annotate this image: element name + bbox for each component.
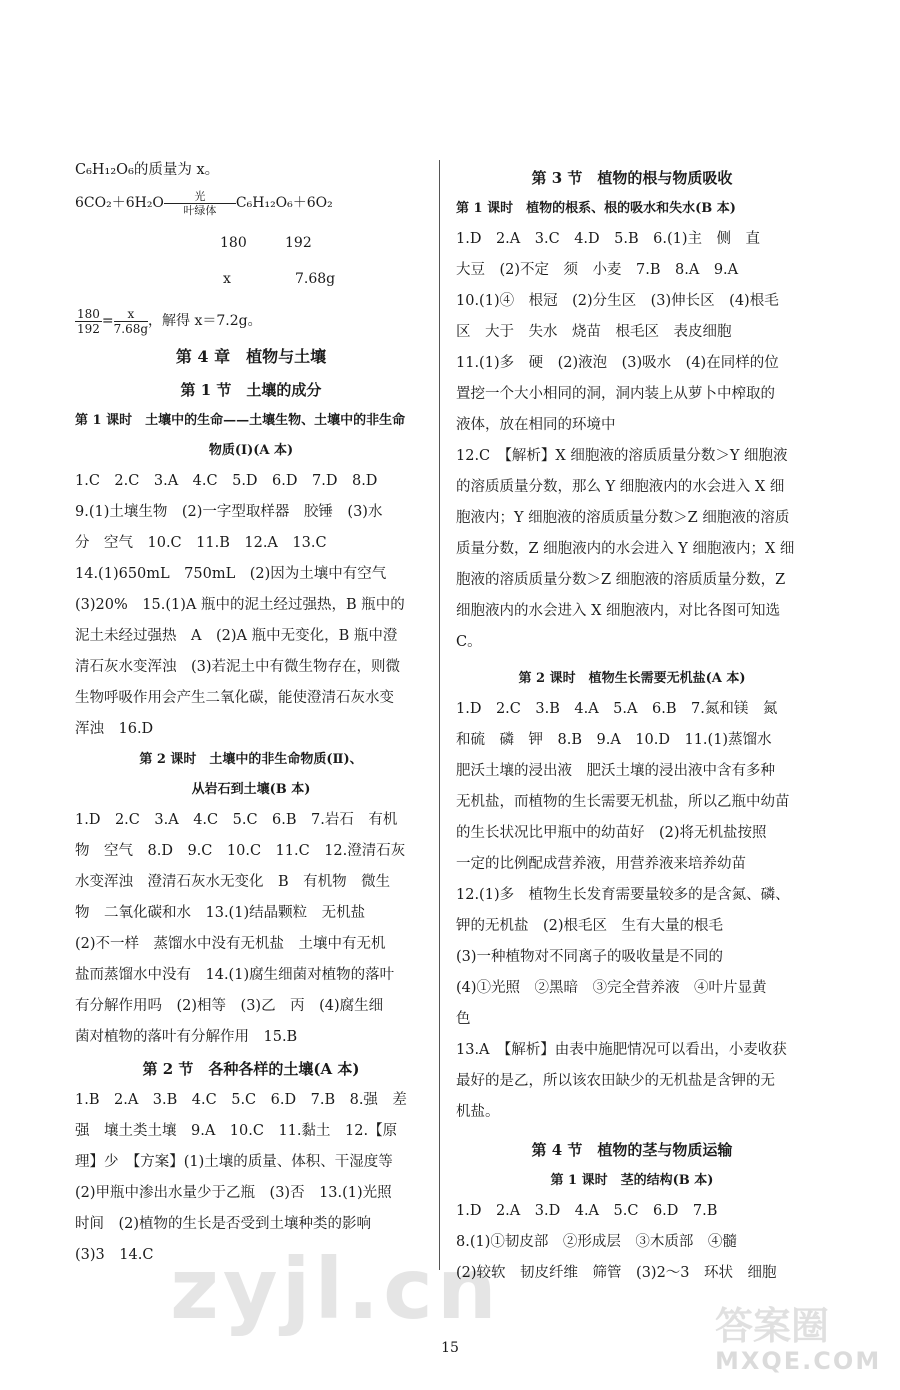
answer-line: (2)甲瓶中渗出水量少于乙瓶 (3)否 13.(1)光照 bbox=[75, 1185, 392, 1201]
lesson-title-1b: 物质(Ⅰ)(A 本) bbox=[208, 443, 294, 458]
answer-line: 生物呼吸作用会产生二氧化碳，能使澄清石灰水变 bbox=[75, 690, 394, 706]
answer-line: 胞液的溶质质量分数＞Z 细胞液的溶质质量分数，Z bbox=[456, 572, 786, 588]
answer-line: 11.(1)多 硬 (2)液泡 (3)吸水 (4)在同样的位 bbox=[456, 355, 779, 371]
answer-line: 泥土未经过强热 A (2)A 瓶中无变化，B 瓶中澄 bbox=[75, 628, 398, 644]
answers-block-4 bbox=[456, 224, 808, 658]
answer-line: 12.(1)多 植物生长发育需要量较多的是含氮、磷、 bbox=[456, 887, 790, 903]
answers-block-2 bbox=[75, 805, 427, 1053]
answer-line: 1.D 2.A 3.D 4.A 5.C 6.D 7.B bbox=[456, 1203, 718, 1219]
answer-line: 物 空气 8.D 9.C 10.C 11.C 12.澄清石灰 bbox=[75, 843, 406, 859]
answers-block-6 bbox=[456, 1196, 808, 1289]
answer-line: 胞液内；Y 细胞液的溶质质量分数＞Z 细胞液的溶质 bbox=[456, 510, 790, 526]
logo-domain: MXQE.COM bbox=[715, 1347, 882, 1375]
answer-line: 置挖一个大小相同的洞，洞内装上从萝卜中榨取的 bbox=[456, 386, 775, 402]
answer-line: 浑浊 16.D bbox=[75, 721, 154, 737]
answer-line: 9.(1)土壤生物 (2)一字型取样器 胶锤 (3)水 bbox=[75, 504, 383, 520]
answer-line: 有分解作用吗 (2)相等 (3)乙 丙 (4)腐生细 bbox=[75, 998, 384, 1014]
answer-line: 大豆 (2)不定 须 小麦 7.B 8.A 9.A bbox=[456, 262, 739, 278]
equation-condition-light: 光 bbox=[164, 190, 236, 204]
answer-line: 1.B 2.A 3.B 4.C 5.C 6.D 7.B 8.强 差 bbox=[75, 1092, 407, 1108]
mass-line: C₆H₁₂O₆的质量为 x。 bbox=[75, 162, 220, 178]
section-title-1: 第 1 节 土壤的成分 bbox=[180, 381, 322, 399]
answer-line: (4)①光照 ②黑暗 ③完全营养液 ④叶片显黄 bbox=[456, 980, 767, 996]
answer-line: 机盐。 bbox=[456, 1104, 500, 1120]
answers-block-5 bbox=[456, 694, 808, 1128]
right-column bbox=[456, 162, 808, 1289]
answer-line: 最好的是乙，所以该农田缺少的无机盐是含钾的无 bbox=[456, 1073, 775, 1089]
left-column bbox=[75, 155, 427, 1271]
answer-line: 盐而蒸馏水中没有 14.(1)腐生细菌对植物的落叶 bbox=[75, 967, 395, 983]
lesson-title-5: 第 1 课时 茎的结构(B 本) bbox=[550, 1173, 714, 1188]
lesson-title-4: 第 2 课时 植物生长需要无机盐(A 本) bbox=[518, 671, 746, 686]
answer-line: 12.C 【解析】X 细胞液的溶质质量分数＞Y 细胞液 bbox=[456, 448, 788, 464]
answer-line: (2)较软 韧皮纤维 筛管 (3)2～3 环状 细胞 bbox=[456, 1265, 777, 1281]
site-logo bbox=[715, 1305, 890, 1385]
answer-line: 时间 (2)植物的生长是否受到土壤种类的影响 bbox=[75, 1216, 372, 1232]
mass-x: x bbox=[223, 271, 231, 287]
section-title-4: 第 4 节 植物的茎与物质运输 bbox=[531, 1141, 733, 1159]
answer-line: 分 空气 10.C 11.B 12.A 13.C bbox=[75, 535, 327, 551]
logo-mark: 答案圈 bbox=[715, 1304, 830, 1348]
actual-mass-row bbox=[75, 264, 427, 294]
mass-192: 192 bbox=[285, 235, 312, 251]
answer-line: 和硫 磷 钾 8.B 9.A 10.D 11.(1)蒸馏水 bbox=[456, 732, 772, 748]
answer-line: 的生长状况比甲瓶中的幼苗好 (2)将无机盐按照 bbox=[456, 825, 767, 841]
answer-line: 8.(1)①韧皮部 ②形成层 ③木质部 ④髓 bbox=[456, 1234, 737, 1250]
answer-line: (3)一种植物对不同离子的吸收量是不同的 bbox=[456, 949, 724, 965]
chapter-title: 第 4 章 植物与土壤 bbox=[175, 347, 327, 366]
fraction-left: $\frac{180}{192}$ bbox=[77, 306, 100, 336]
mass-180: 180 bbox=[220, 235, 247, 251]
section-title-2: 第 2 节 各种各样的土壤(A 本) bbox=[142, 1060, 360, 1078]
answer-line: 液体，放在相同的环境中 bbox=[456, 417, 616, 433]
answer-line: (2)不一样 蒸馏水中没有无机盐 土壤中有无机 bbox=[75, 936, 386, 952]
answer-line: (3)3 14.C bbox=[75, 1247, 154, 1263]
equation-reactants: 6CO₂＋6H₂O bbox=[75, 195, 164, 211]
answer-line: 质量分数，Z 细胞液内的水会进入 Y 细胞液内；X 细 bbox=[456, 541, 795, 557]
answer-line: 肥沃土壤的浸出液 肥沃土壤的浸出液中含有多种 bbox=[456, 763, 775, 779]
answer-line: 菌对植物的落叶有分解作用 15.B bbox=[75, 1029, 298, 1045]
answer-line: 1.D 2.A 3.C 4.D 5.B 6.(1)主 侧 直 bbox=[456, 231, 761, 247]
lesson-title-2b: 从岩石到土壤(B 本) bbox=[191, 782, 311, 797]
equation-products: C₆H₁₂O₆＋6O₂ bbox=[235, 195, 333, 211]
answer-line: 清石灰水变浑浊 (3)若泥土中有微生物存在，则微 bbox=[75, 659, 401, 675]
section-title-3: 第 3 节 植物的根与物质吸收 bbox=[531, 169, 733, 187]
lesson-title-2a: 第 2 课时 土壤中的非生命物质(Ⅱ)、 bbox=[139, 752, 363, 767]
answer-line: 的溶质质量分数，那么 Y 细胞液内的水会进入 X 细 bbox=[456, 479, 785, 495]
relative-mass-row bbox=[75, 228, 427, 258]
answer-line: 强 壤土类土壤 9.A 10.C 11.黏土 12.【原 bbox=[75, 1123, 398, 1139]
proportion-line: $\frac{180}{192}$ = $\frac{x}{7.68g}$ ，解得 x＝7.2g。 bbox=[77, 306, 262, 336]
answers-block-1 bbox=[75, 466, 427, 745]
page-number: 15 bbox=[441, 1340, 459, 1356]
answer-line: 1.C 2.C 3.A 4.C 5.D 6.D 7.D 8.D bbox=[75, 473, 378, 489]
mass-7-68: 7.68g bbox=[295, 271, 336, 287]
fraction-right: $\frac{x}{7.68g}$ bbox=[113, 306, 149, 336]
answer-line: 区 大于 失水 烧苗 根毛区 表皮细胞 bbox=[456, 324, 732, 340]
answer-line: 14.(1)650mL 750mL (2)因为土壤中有空气 bbox=[75, 566, 387, 582]
answer-line: 无机盐，而植物的生长需要无机盐，所以乙瓶中幼苗 bbox=[456, 794, 790, 810]
answer-line: 10.(1)④ 根冠 (2)分生区 (3)伸长区 (4)根毛 bbox=[456, 293, 779, 309]
answer-line: 钾的无机盐 (2)根毛区 生有大量的根毛 bbox=[456, 918, 724, 934]
equation-condition-chlorophyll: 叶绿体 bbox=[183, 203, 217, 217]
reaction-equation bbox=[75, 186, 427, 220]
answer-line: 细胞液内的水会进入 X 细胞液内，对比各图可知选 bbox=[456, 603, 781, 619]
answer-line: 理】少 【方案】(1)土壤的质量、体积、干湿度等 bbox=[75, 1154, 393, 1170]
watermark: zyjl.cn bbox=[170, 1240, 501, 1338]
solve-text: ，解得 x＝7.2g。 bbox=[148, 313, 262, 329]
answer-line: 物 二氧化碳和水 13.(1)结晶颗粒 无机盐 bbox=[75, 905, 366, 921]
column-divider bbox=[439, 160, 440, 1270]
equation-arrow bbox=[164, 190, 236, 217]
answer-line: 一定的比例配成营养液，用营养液来培养幼苗 bbox=[456, 856, 746, 872]
answer-line: 水变浑浊 澄清石灰水无变化 B 有机物 微生 bbox=[75, 874, 391, 890]
lesson-title-3: 第 1 课时 植物的根系、根的吸水和失水(B 本) bbox=[456, 201, 736, 216]
answer-line: 1.D 2.C 3.B 4.A 5.A 6.B 7.氮和镁 氮 bbox=[456, 701, 778, 717]
lesson-title-1a: 第 1 课时 土壤中的生命——土壤生物、土壤中的非生命 bbox=[75, 413, 406, 428]
answer-line: C。 bbox=[456, 634, 482, 650]
answer-line: 色 bbox=[456, 1011, 471, 1027]
answer-line: (3)20% 15.(1)A 瓶中的泥土经过强热，B 瓶中的 bbox=[75, 597, 405, 613]
answer-line: 13.A 【解析】由表中施肥情况可以看出，小麦收获 bbox=[456, 1042, 787, 1058]
answer-line: 1.D 2.C 3.A 4.C 5.C 6.B 7.岩石 有机 bbox=[75, 812, 398, 828]
